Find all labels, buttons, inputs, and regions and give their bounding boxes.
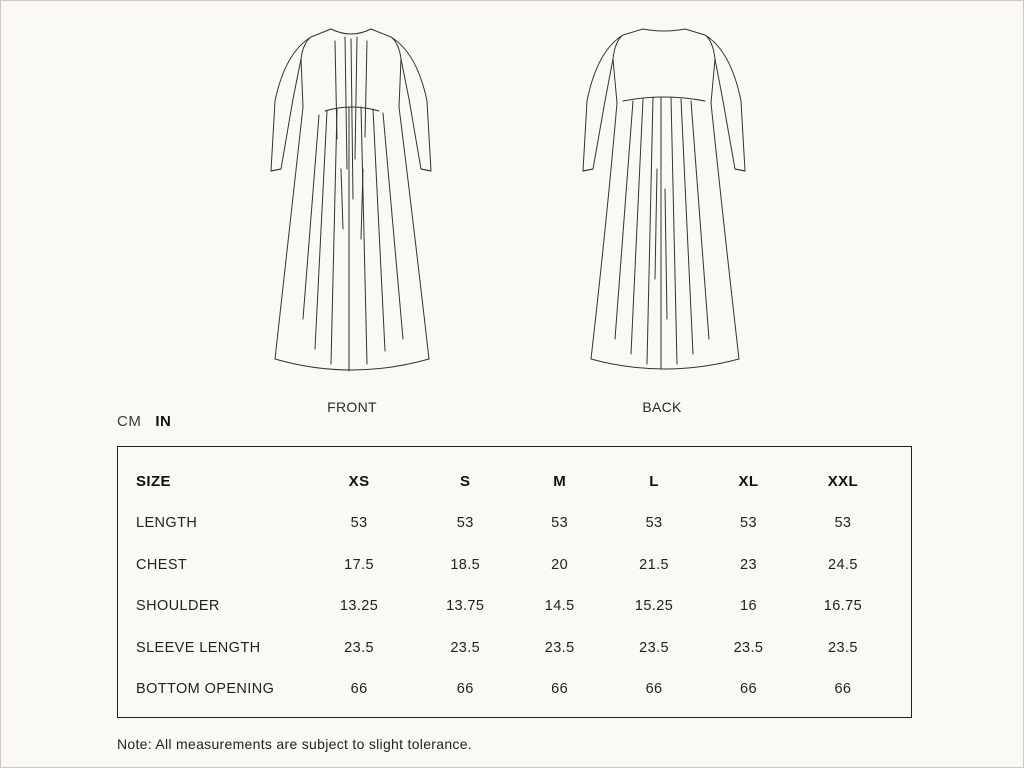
unit-in-button[interactable]: IN xyxy=(155,413,172,430)
tolerance-note: Note: All measurements are subject to slight tolerance. xyxy=(117,736,473,752)
dress-front-illustration xyxy=(263,19,439,384)
size-table xyxy=(136,461,896,710)
table-cell: 66 xyxy=(350,681,368,698)
table-cell: 53 xyxy=(456,515,474,532)
table-row-bottom-opening xyxy=(136,669,896,711)
table-cell: 23 xyxy=(740,556,757,573)
table-row-chest xyxy=(136,544,896,586)
table-cell: 23.5 xyxy=(544,639,575,656)
table-cell: 15.25 xyxy=(634,598,674,615)
header-xxl: XXL xyxy=(827,473,859,491)
table-cell: 23.5 xyxy=(827,639,858,656)
table-cell: 23.5 xyxy=(733,639,764,656)
table-cell: 13.25 xyxy=(339,598,379,615)
table-cell: 23.5 xyxy=(450,639,481,656)
table-cell: 66 xyxy=(740,681,757,698)
table-cell: 17.5 xyxy=(344,556,374,573)
table-cell: 66 xyxy=(456,681,474,698)
unit-cm-button[interactable]: CM xyxy=(117,413,142,430)
table-cell: 23.5 xyxy=(639,639,669,656)
table-cell: 53 xyxy=(834,515,852,532)
table-row-sleeve-length xyxy=(136,627,896,669)
table-cell: 24.5 xyxy=(827,556,858,573)
table-cell: 23.5 xyxy=(344,639,374,656)
dress-back-illustration xyxy=(581,19,747,384)
table-cell: 13.75 xyxy=(446,598,485,615)
table-header-row xyxy=(136,461,896,503)
back-label: BACK xyxy=(642,399,682,415)
row-label: BOTTOM OPENING xyxy=(136,681,275,698)
row-label: SLEEVE LENGTH xyxy=(136,639,261,656)
header-size: SIZE xyxy=(136,473,171,491)
unit-toggle xyxy=(117,413,171,430)
table-cell: 16 xyxy=(740,598,757,615)
table-cell: 66 xyxy=(551,681,569,698)
table-cell: 16.75 xyxy=(823,598,863,615)
table-cell: 53 xyxy=(645,515,663,532)
header-xs: XS xyxy=(348,473,370,491)
table-cell: 14.5 xyxy=(544,598,575,615)
header-m: M xyxy=(553,473,567,491)
row-label: LENGTH xyxy=(136,515,198,532)
table-row-shoulder xyxy=(136,586,896,628)
header-xl: XL xyxy=(738,473,759,491)
table-cell: 66 xyxy=(645,681,663,698)
header-s: S xyxy=(460,473,471,491)
table-cell: 18.5 xyxy=(450,556,481,573)
table-cell: 20 xyxy=(551,556,569,573)
row-label: CHEST xyxy=(136,556,188,573)
table-cell: 66 xyxy=(834,681,852,698)
size-chart xyxy=(117,446,912,718)
row-label: SHOULDER xyxy=(136,598,220,615)
table-cell: 53 xyxy=(740,515,757,532)
table-cell: 53 xyxy=(551,515,569,532)
table-row-length xyxy=(136,503,896,545)
table-cell: 53 xyxy=(350,515,368,532)
header-l: L xyxy=(649,473,659,491)
front-label: FRONT xyxy=(327,399,377,415)
table-cell: 21.5 xyxy=(639,556,669,573)
